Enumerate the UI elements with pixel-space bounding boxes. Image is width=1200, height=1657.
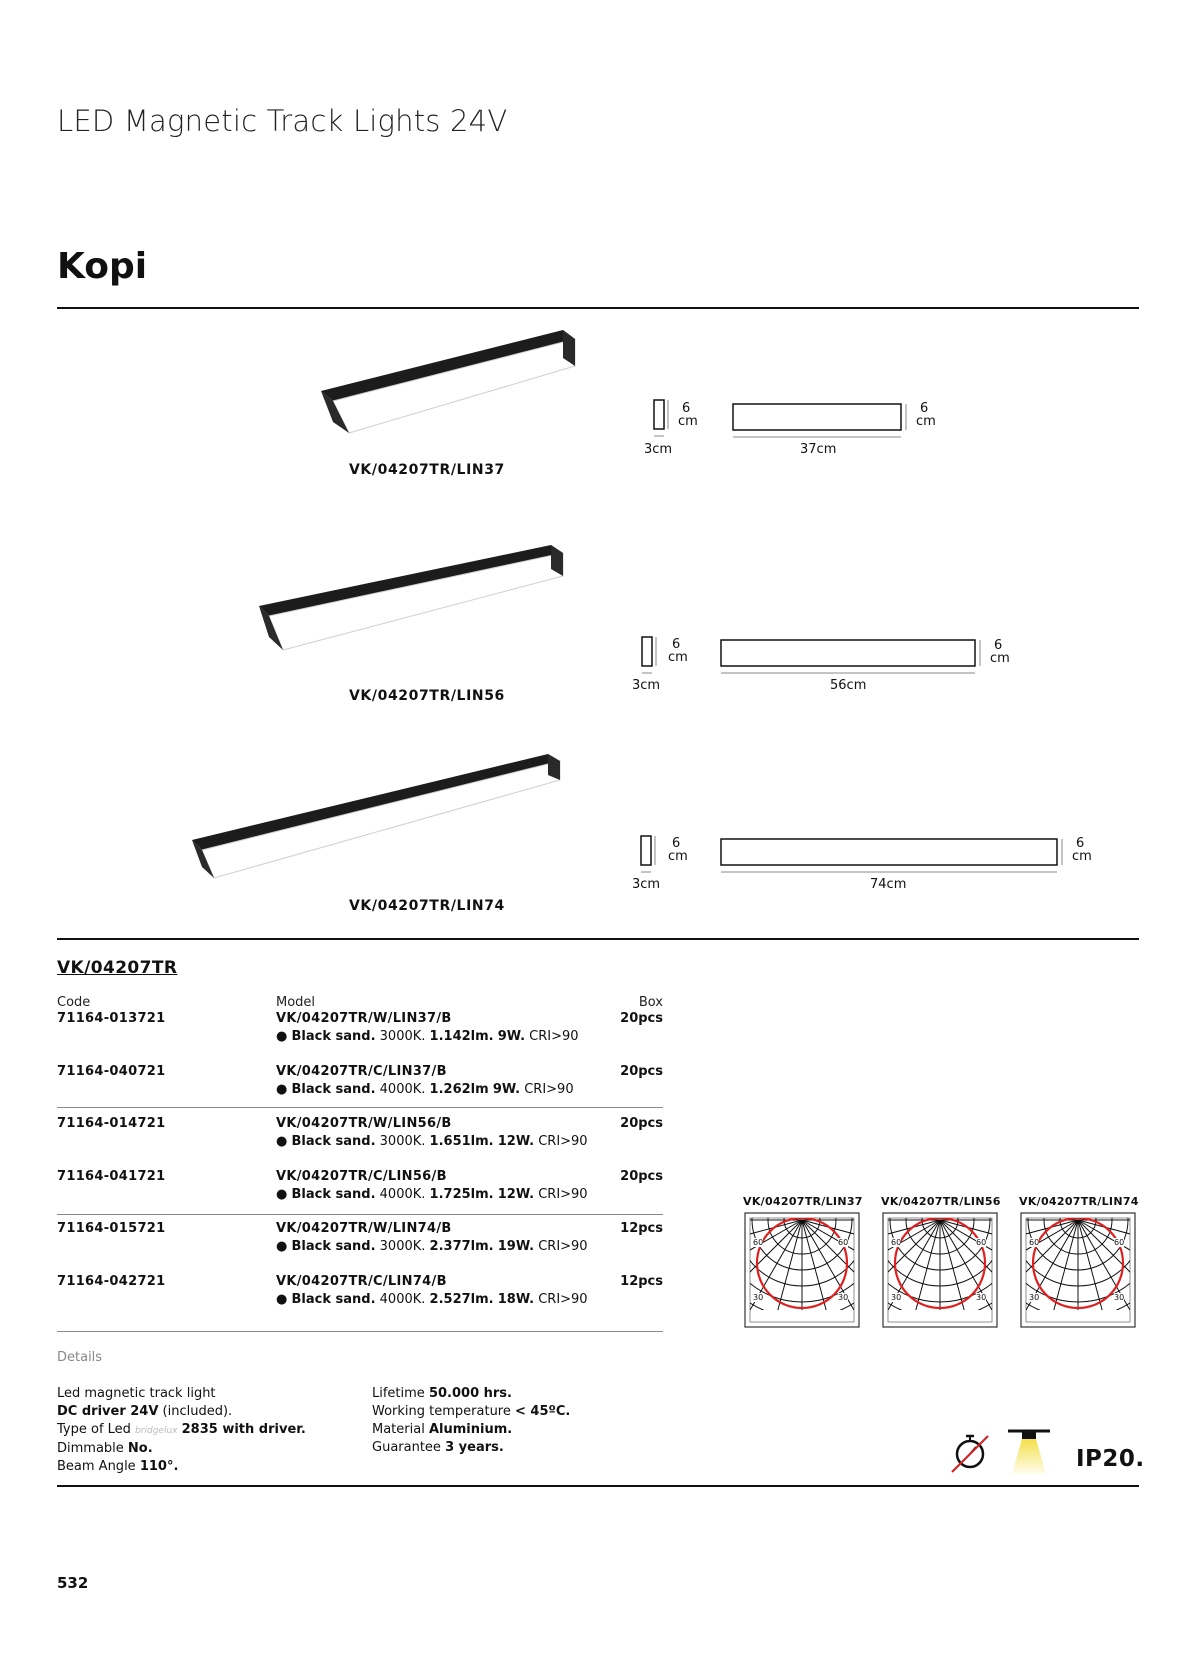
- row-power: 9W.: [492, 1082, 521, 1097]
- row-finish: Black sand.: [291, 1187, 376, 1202]
- row-model: VK/04207TR/W/LIN37/B: [276, 1011, 452, 1026]
- bullet-icon: ●: [276, 1134, 288, 1149]
- bullet-icon: ●: [276, 1082, 288, 1097]
- polar-diagram: [882, 1212, 998, 1328]
- detail-label: Beam Angle: [57, 1459, 136, 1474]
- detail-label: Material: [372, 1422, 425, 1437]
- products-divider: [57, 938, 1139, 940]
- row-lumen: 1.262lm: [429, 1082, 489, 1097]
- page-number: 532: [57, 1574, 89, 1592]
- detail-text: Led magnetic track light: [57, 1386, 216, 1401]
- detail-value: 110°.: [139, 1459, 179, 1474]
- polar-angle-label: 30: [753, 1293, 764, 1302]
- table-bottom-divider: [57, 1331, 663, 1332]
- detail-value: Aluminium.: [428, 1422, 513, 1437]
- row-model: VK/04207TR/W/LIN56/B: [276, 1116, 452, 1131]
- detail-label: Type of Led: [57, 1422, 131, 1437]
- row-finish: Black sand.: [291, 1029, 376, 1044]
- row-description: [276, 1134, 588, 1149]
- product-image-lin74: [190, 750, 570, 880]
- bullet-icon: ●: [276, 1292, 288, 1307]
- polar-label: VK/04207TR/LIN56: [881, 1195, 1001, 1208]
- bullet-icon: ●: [276, 1239, 288, 1254]
- group-divider: [57, 1107, 663, 1108]
- dim-depth: 3cm: [632, 678, 661, 693]
- dim-height-unit-left: cm: [668, 849, 688, 864]
- row-code: 71164-014721: [57, 1116, 166, 1131]
- row-description: [276, 1187, 588, 1202]
- polar-angle-label: 30: [838, 1293, 849, 1302]
- row-code: 71164-015721: [57, 1221, 166, 1236]
- product-caption-lin74: VK/04207TR/LIN74: [349, 898, 505, 914]
- row-description: [276, 1292, 588, 1307]
- polar-angle-label: 60: [838, 1238, 849, 1247]
- detail-label: Lifetime: [372, 1386, 425, 1401]
- product-image-lin56: [255, 540, 575, 655]
- dim-height-right: 6: [1076, 836, 1085, 851]
- detail-value: DC driver 24V: [57, 1404, 159, 1419]
- row-lumen: 2.527lm.: [429, 1292, 494, 1307]
- row-model: VK/04207TR/W/LIN74/B: [276, 1221, 452, 1236]
- group-divider: [57, 1214, 663, 1215]
- footer-divider: [57, 1485, 1139, 1487]
- section-title: LED Magnetic Track Lights 24V: [57, 104, 508, 138]
- polar-angle-label: 60: [1029, 1238, 1040, 1247]
- row-finish: Black sand.: [291, 1134, 376, 1149]
- row-cct: 4000K.: [379, 1082, 426, 1097]
- row-lumen: 1.651lm.: [429, 1134, 494, 1149]
- row-power: 12W.: [497, 1187, 535, 1202]
- detail-value: No.: [127, 1441, 153, 1456]
- row-finish: Black sand.: [291, 1292, 376, 1307]
- row-description: [276, 1029, 579, 1044]
- dimension-drawing-lin56: [630, 632, 1030, 702]
- dim-length: 56cm: [830, 678, 867, 693]
- col-header-code: Code: [57, 995, 91, 1010]
- detail-label: Dimmable: [57, 1441, 124, 1456]
- title-divider: [57, 307, 1139, 309]
- row-cct: 3000K.: [379, 1239, 426, 1254]
- col-header-model: Model: [276, 995, 316, 1010]
- dim-length: 74cm: [870, 877, 907, 892]
- row-finish: Black sand.: [291, 1239, 376, 1254]
- dim-height-unit-left: cm: [668, 650, 688, 665]
- row-power: 12W.: [497, 1134, 535, 1149]
- row-code: 71164-041721: [57, 1169, 166, 1184]
- product-caption-lin56: VK/04207TR/LIN56: [349, 688, 505, 704]
- row-power: 18W.: [497, 1292, 535, 1307]
- detail-value: 3 years.: [445, 1440, 504, 1455]
- dim-depth: 3cm: [644, 442, 673, 457]
- detail-label: Working temperature: [372, 1404, 511, 1419]
- dim-height-unit-right: cm: [916, 414, 936, 429]
- row-box: 12pcs: [620, 1221, 663, 1236]
- details-label: Details: [57, 1350, 103, 1365]
- polar-angle-label: 30: [1029, 1293, 1040, 1302]
- dimension-drawing-lin37: [640, 395, 940, 465]
- row-box: 20pcs: [620, 1169, 663, 1184]
- dim-height-left: 6: [672, 836, 681, 851]
- row-model: VK/04207TR/C/LIN56/B: [276, 1169, 447, 1184]
- polar-angle-label: 30: [891, 1293, 902, 1302]
- row-box: 20pcs: [620, 1011, 663, 1026]
- dimension-drawing-lin74: [630, 830, 1100, 900]
- row-code: 71164-013721: [57, 1011, 166, 1026]
- polar-label: VK/04207TR/LIN74: [1019, 1195, 1139, 1208]
- row-cct: 3000K.: [379, 1029, 426, 1044]
- details-left-column: [57, 1385, 357, 1476]
- row-cri: CRI>90: [524, 1082, 574, 1097]
- row-power: 9W.: [497, 1029, 526, 1044]
- row-lumen: 2.377lm.: [429, 1239, 494, 1254]
- row-cct: 3000K.: [379, 1134, 426, 1149]
- details-right-column: [372, 1385, 672, 1457]
- row-power: 19W.: [497, 1239, 535, 1254]
- row-cri: CRI>90: [538, 1134, 588, 1149]
- detail-value: 50.000 hrs.: [428, 1386, 512, 1401]
- dim-height-left: 6: [682, 401, 691, 416]
- row-description: [276, 1082, 574, 1097]
- dim-depth: 3cm: [632, 877, 661, 892]
- dim-height-unit-left: cm: [678, 414, 698, 429]
- row-lumen: 1.725lm.: [429, 1187, 494, 1202]
- row-cri: CRI>90: [529, 1029, 579, 1044]
- row-model: VK/04207TR/C/LIN37/B: [276, 1064, 447, 1079]
- row-model: VK/04207TR/C/LIN74/B: [276, 1274, 447, 1289]
- detail-value: < 45ºC.: [515, 1404, 571, 1419]
- row-box: 20pcs: [620, 1064, 663, 1079]
- product-caption-lin37: VK/04207TR/LIN37: [349, 462, 505, 478]
- polar-angle-label: 60: [891, 1238, 902, 1247]
- not-dimmable-icon: [948, 1430, 992, 1474]
- row-code: 71164-042721: [57, 1274, 166, 1289]
- row-description: [276, 1239, 588, 1254]
- dim-length: 37cm: [800, 442, 837, 457]
- polar-diagram: [1020, 1212, 1136, 1328]
- detail-text: (included).: [158, 1404, 233, 1419]
- product-name: Kopi: [57, 246, 148, 287]
- dim-height-unit-right: cm: [990, 651, 1010, 666]
- series-title: VK/04207TR: [57, 958, 178, 978]
- ceiling-light-beam-icon: [1004, 1428, 1054, 1478]
- dim-height-left: 6: [672, 637, 681, 652]
- row-cri: CRI>90: [538, 1239, 588, 1254]
- row-cct: 4000K.: [379, 1187, 426, 1202]
- col-header-box: Box: [638, 995, 663, 1010]
- bullet-icon: ●: [276, 1029, 288, 1044]
- dim-height-unit-right: cm: [1072, 849, 1092, 864]
- polar-angle-label: 60: [753, 1238, 764, 1247]
- polar-angle-label: 60: [1114, 1238, 1125, 1247]
- bullet-icon: ●: [276, 1187, 288, 1202]
- polar-angle-label: 60: [976, 1238, 987, 1247]
- row-code: 71164-040721: [57, 1064, 166, 1079]
- polar-angle-label: 30: [976, 1293, 987, 1302]
- bridgelux-logo: bridgelux: [135, 1426, 178, 1436]
- row-box: 12pcs: [620, 1274, 663, 1289]
- polar-label: VK/04207TR/LIN37: [743, 1195, 863, 1208]
- dim-height-right: 6: [994, 638, 1003, 653]
- row-box: 20pcs: [620, 1116, 663, 1131]
- row-lumen: 1.142lm.: [429, 1029, 494, 1044]
- row-cct: 4000K.: [379, 1292, 426, 1307]
- detail-label: Guarantee: [372, 1440, 441, 1455]
- row-cri: CRI>90: [538, 1187, 588, 1202]
- row-finish: Black sand.: [291, 1082, 376, 1097]
- product-image-lin37: [315, 325, 585, 435]
- ip-rating: IP20.: [1076, 1446, 1145, 1472]
- row-cri: CRI>90: [538, 1292, 588, 1307]
- polar-diagram: [744, 1212, 860, 1328]
- polar-angle-label: 30: [1114, 1293, 1125, 1302]
- detail-value: 2835 with driver.: [181, 1422, 306, 1437]
- dim-height-right: 6: [920, 401, 929, 416]
